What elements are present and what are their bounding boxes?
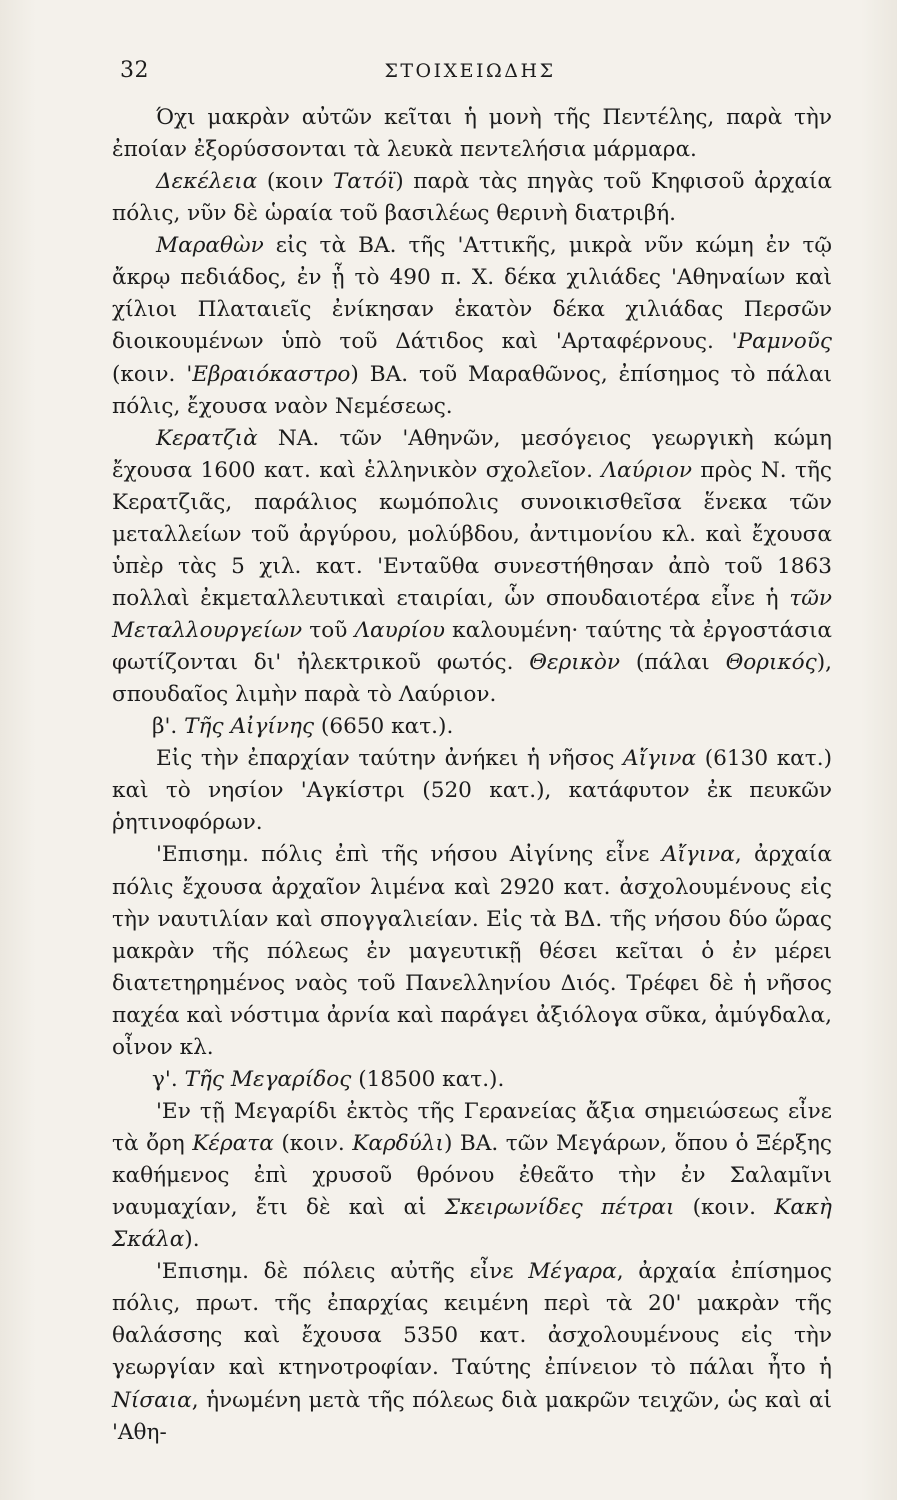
paragraph-pentelis (112, 102, 832, 166)
text-run: ) ΒΑ. τοῦ Μαραθῶνος, ἐπίσημος τὸ πάλαι πόλις, ἔχουσα ναὸν Νεμέσεως. (112, 361, 832, 419)
paragraph-aegina-town (112, 839, 832, 1063)
italic-term: Σκειρωνίδες πέτραι (444, 1195, 675, 1221)
text-run: 'Επισημ. πόλις ἐπὶ τῆς νήσου Αἰγίνης εἶνε (156, 842, 662, 868)
italic-term: Μαραθὼν (156, 233, 264, 259)
italic-term: 'Εβραιόκαστρο (186, 361, 351, 387)
section-heading-megaris (112, 1064, 832, 1096)
text-run: (κοιν. (674, 1195, 775, 1221)
paragraph-marathon (112, 230, 832, 422)
text-run: καλουμένη· ταύτης τὰ ἐργοστάσια φωτίζονται δι' ἠλεκτρικοῦ φωτός. (112, 618, 832, 676)
text-run: (κοιν (257, 169, 333, 195)
text-run: , ἀρχαία πόλις ἔχουσα ἀρχαῖον λιμένα καὶ 2920 κατ. ἀσχολουμένους εἰς τὴν ναυτιλίαν καὶ σπογγαλιείαν. Εἰς τὰ ΒΔ. τῆς νήσου δύο ὥρας μακρὰν τῆς πόλεως ἐν μαγευτικῇ θέσει κεῖται ὁ ἐν μέρει διατετηρημένος ναὸς τοῦ Πανελληνίου Διός. Τρέφει δὲ ἡ νῆσος παχέα καὶ νόστιμα ἀρνία καὶ παράγει ἀξιόλογα σῦκα, ἀμύγδαλα, οἶνον κλ. (112, 842, 832, 1060)
italic-term: Τῆς Μεγαρίδος (184, 1066, 352, 1092)
italic-term: Τατόϊ (332, 169, 396, 195)
page-header (120, 58, 820, 88)
paragraph-dekeleia (112, 166, 832, 230)
text-run: 'Εν τῇ Μεγαρίδι ἐκτὸς τῆς Γερανείας ἄξια σημειώσεως εἶνε τὰ ὄρη (112, 1098, 832, 1156)
italic-term: Δεκέλεια (156, 169, 258, 195)
italic-term: Θορικός (725, 650, 817, 676)
italic-term: Λαυρίου (354, 618, 446, 643)
text-run: (6650 κατ.). (314, 714, 454, 740)
text-run: (18500 κατ.). (351, 1066, 505, 1092)
italic-term: Λαύριον (601, 457, 692, 483)
text-run: πρὸς Ν. τῆς Κερατζιᾶς, παράλιος κωμόπολις συνοικισθεῖσα ἕνεκα τῶν μεταλλείων τοῦ ἀργύρου, μολύβδου, ἀντιμονίου κλ. καὶ ἔχουσα ὑπὲρ τὰς 5 χιλ. κατ. 'Ενταῦθα συνεστήθησαν ἀπὸ τοῦ 1863 πολλαὶ ἐκμεταλλευτικαὶ εταιρίαι, ὧν σπουδαιοτέρα εἶνε ἡ (112, 457, 833, 611)
italic-term: Κέρατα (192, 1131, 274, 1156)
text-run: , ἀρχαία ἐπίσημος πόλις, πρωτ. τῆς ἐπαρχίας κειμένη περὶ τὰ 20' μακρὰν τῆς θαλάσσης καὶ ἔχουσα 5350 κατ. ἀσχολουμένους εἰς τὴν γεωργίαν καὶ κτηνοτροφίαν. Ταύτης ἐπίνειον τὸ πάλαι ἦτο ἡ (112, 1259, 833, 1381)
text-run: ) παρὰ τὰς πηγὰς τοῦ Κηφισοῦ ἀρχαία πόλις, νῦν δὲ ὡραία τοῦ βασιλέως θερινὴ διατριβή. (112, 169, 832, 227)
text-run: ΝΑ. τῶν 'Αθηνῶν, μεσόγειος γεωργικὴ κώμη ἔχουσα 1600 κατ. καὶ ἑλληνικὸν σχολεῖον. (112, 425, 832, 483)
text-run: (πάλαι (620, 650, 726, 676)
text-run: ). (184, 1227, 200, 1253)
text-run: 'Επισημ. δὲ πόλεις αὐτῆς εἶνε (156, 1259, 529, 1285)
paragraph-megaris-mountains (112, 1096, 832, 1256)
italic-term: Μέγαρα (528, 1259, 617, 1285)
paragraph-keratea-laurion (112, 423, 832, 712)
italic-term: Θερικὸν (529, 650, 621, 676)
italic-term: Αἴγινα (661, 842, 735, 868)
italic-term: Κακὴ Σκάλα (112, 1195, 832, 1253)
italic-term: Κερατζιὰ (156, 425, 258, 451)
text-run: εἰς τὰ ΒΑ. τῆς 'Αττικῆς, μικρὰ νῦν κώμη ἐν τῷ ἄκρῳ πεδιάδος, ἐν ᾗ τὸ 490 π. Χ. δέκα χιλιάδες 'Αθηναίων καὶ χίλιοι Πλαταιεῖς ἐνίκησαν ἑκατὸν δέκα χιλιάδας Περσῶν διοικουμένων ὑπὸ τοῦ Δάτιδος καὶ 'Αρταφέρνους. (112, 233, 832, 355)
text-run: ), σπουδαῖος λιμὴν παρὰ τὸ Λαύριον. (112, 650, 832, 708)
text-run: β'. (152, 714, 185, 740)
paragraph-megara-town (112, 1256, 832, 1448)
italic-term: Καρδύλι (352, 1131, 444, 1156)
paragraph-aegina-intro (112, 743, 832, 839)
text-run: , ἡνωμένη μετὰ τῆς πόλεως διὰ μακρῶν τειχῶν, ὡς καὶ αἱ 'Αθη- (112, 1387, 832, 1445)
text-run: γ'. (152, 1066, 185, 1092)
italic-term: τῶν Μεταλλουργείων (112, 585, 832, 643)
text-run: Όχι μακρὰν αὐτῶν κεῖται ἡ μονὴ τῆς Πεντέλης, παρὰ τὴν ἐποίαν ἐξορύσσονται τὰ λευκὰ πεντελήσια μάρμαρα. (112, 105, 832, 163)
italic-term: Αἴγινα (623, 746, 697, 772)
body-text (112, 102, 832, 1449)
italic-term: Νίσαια (112, 1387, 192, 1413)
section-heading-aegina (112, 711, 832, 743)
text-run: ) ΒΑ. τῶν Μεγάρων, ὅπου ὁ Ξέρξης καθήμενος ἐπὶ χρυσοῦ θρόνου ἐθεᾶτο τὴν ἐν Σαλαμῖνι ναυμαχίαν, ἔτι δὲ καὶ αἱ (112, 1131, 833, 1221)
text-run: (κοιν. (112, 361, 187, 387)
page-number: 32 (120, 58, 149, 83)
text-run: (6130 κατ.) καὶ τὸ νησίον 'Αγκίστρι (520 κατ.), κατάφυτον ἐκ πευκῶν ῥητινοφόρων. (112, 746, 833, 836)
text-run: τοῦ (302, 618, 355, 643)
running-title: ΣΤΟΙΧΕΙΩΔΗΣ (384, 60, 556, 82)
italic-term: Τῆς Αἰγίνης (184, 714, 315, 740)
text-run: Εἰς τὴν ἐπαρχίαν ταύτην ἀνήκει ἡ νῆσος (156, 746, 623, 772)
text-run: (κοιν. (273, 1131, 353, 1156)
italic-term: 'Ραμνοῦς (731, 329, 832, 355)
